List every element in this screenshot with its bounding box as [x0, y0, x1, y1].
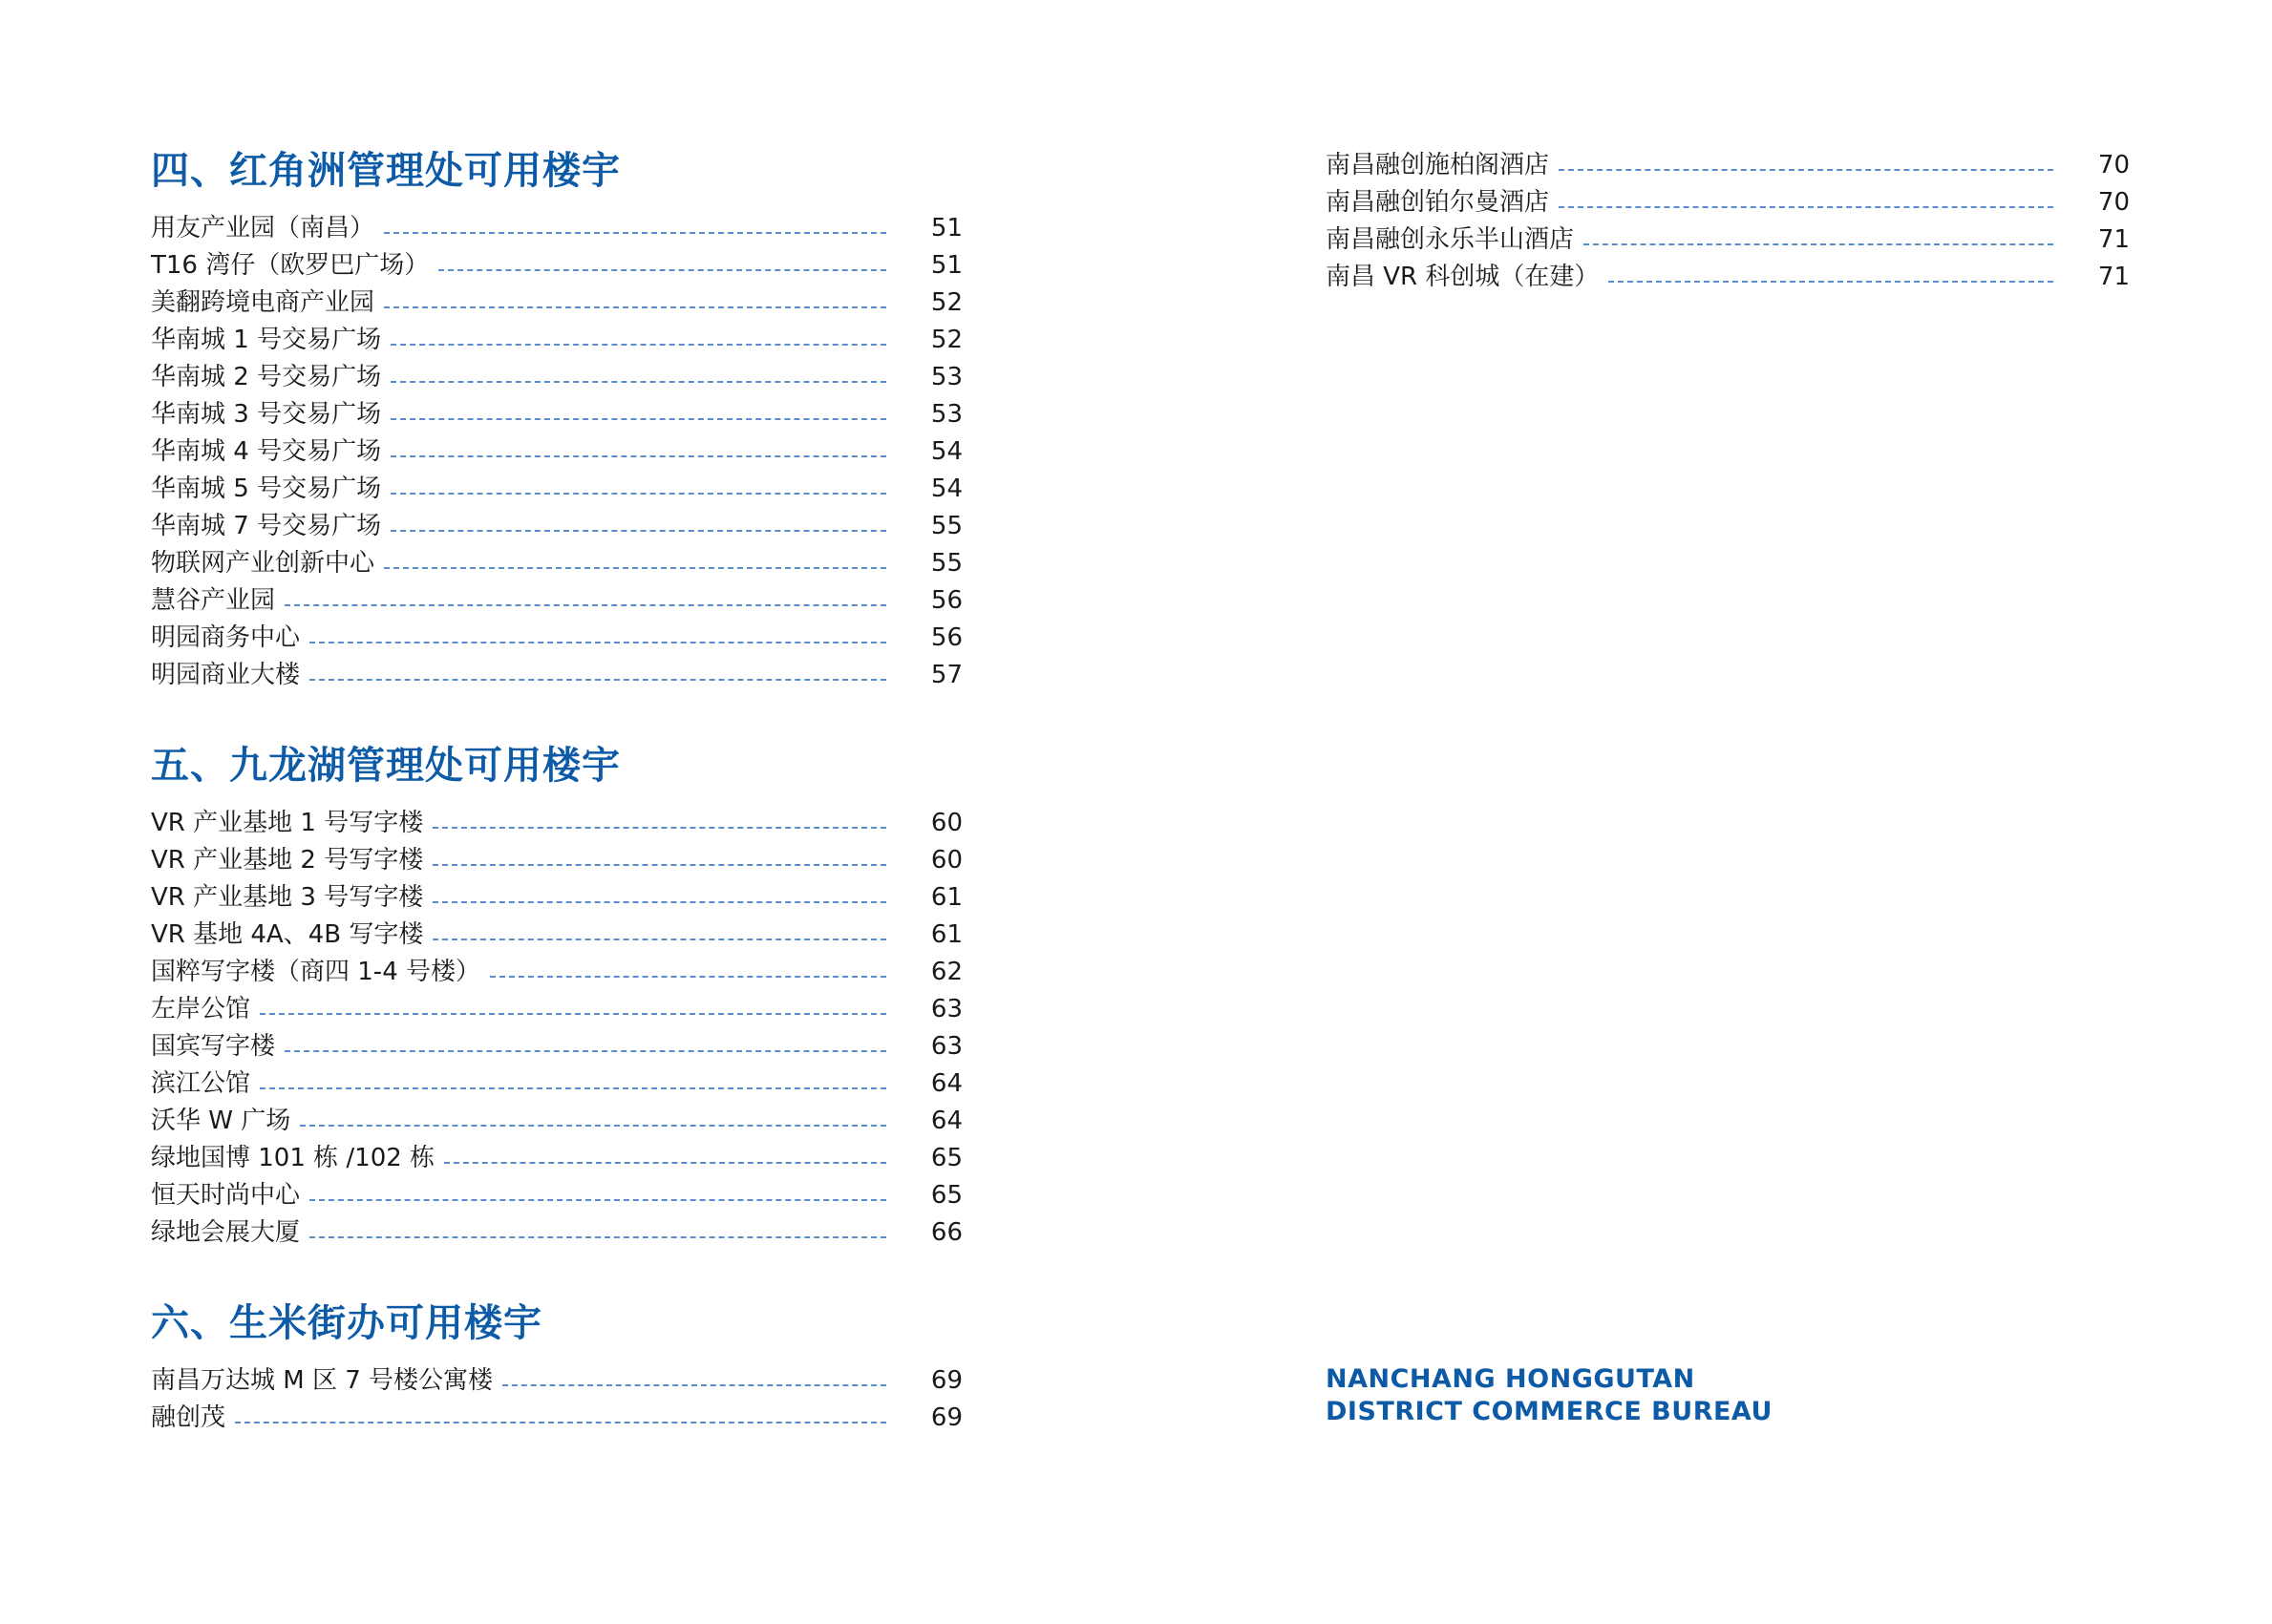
toc-entry-name: VR 产业基地 1 号写字楼	[151, 809, 424, 837]
dotted-leader	[384, 567, 886, 569]
toc-entry-name: 明园商业大楼	[151, 661, 301, 689]
toc-entry[interactable]	[151, 359, 963, 396]
bureau-name-line1: NANCHANG HONGGUTAN	[1326, 1364, 1695, 1394]
toc-entry-name: 南昌融创施柏阁酒店	[1326, 151, 1550, 179]
toc-entry[interactable]	[151, 582, 963, 620]
toc-page-number: 65	[930, 1144, 963, 1172]
toc-entry-name: 融创茂	[151, 1403, 226, 1432]
toc-page-number: 52	[930, 288, 963, 317]
toc-page-number: 52	[930, 326, 963, 354]
dotted-leader	[384, 232, 886, 234]
toc-entry-name: 滨江公馆	[151, 1069, 251, 1098]
toc-entry[interactable]	[151, 1140, 963, 1177]
toc-page-number: 70	[2097, 151, 2130, 179]
toc-entry-name: 华南城 1 号交易广场	[151, 326, 382, 354]
toc-entry[interactable]	[151, 1400, 963, 1437]
dotted-leader	[384, 306, 886, 308]
toc-page-number: 69	[930, 1403, 963, 1432]
toc-page-number: 61	[930, 883, 963, 912]
toc-page-number: 51	[930, 214, 963, 243]
toc-list	[1326, 147, 2130, 296]
toc-section-jiulonghu	[151, 738, 963, 1252]
toc-right-column	[1326, 145, 2130, 296]
toc-left-column	[151, 143, 963, 1481]
toc-page-number: 70	[2097, 188, 2130, 217]
toc-entry-name: 华南城 3 号交易广场	[151, 400, 382, 429]
toc-entry-name: 美翻跨境电商产业园	[151, 288, 375, 317]
toc-entry-name: VR 产业基地 2 号写字楼	[151, 846, 424, 875]
toc-entry[interactable]	[151, 1362, 963, 1400]
toc-section-shengmi	[151, 1296, 963, 1437]
toc-entry[interactable]	[151, 545, 963, 582]
toc-page-number: 61	[930, 920, 963, 949]
dotted-leader	[391, 344, 886, 346]
toc-entry[interactable]	[151, 210, 963, 247]
dotted-leader	[391, 530, 886, 532]
toc-page-number: 53	[930, 363, 963, 391]
toc-entry[interactable]	[151, 285, 963, 322]
dotted-leader	[1559, 169, 2053, 171]
toc-page-number: 69	[930, 1366, 963, 1395]
toc-entry[interactable]	[151, 322, 963, 359]
toc-page-number: 64	[930, 1069, 963, 1098]
toc-entry-name: VR 基地 4A、4B 写字楼	[151, 920, 424, 949]
toc-page-number: 55	[930, 549, 963, 578]
toc-entry[interactable]	[151, 1028, 963, 1065]
dotted-leader	[490, 976, 886, 978]
toc-entry-name: 华南城 7 号交易广场	[151, 512, 382, 540]
toc-entry[interactable]	[151, 1214, 963, 1252]
toc-entry-name: 南昌万达城 M 区 7 号楼公寓楼	[151, 1366, 494, 1395]
dotted-leader	[309, 1236, 886, 1238]
toc-page-number: 56	[930, 623, 963, 652]
dotted-leader	[444, 1162, 886, 1164]
dotted-leader	[260, 1087, 886, 1089]
dotted-leader	[433, 939, 886, 940]
toc-entry[interactable]	[1326, 184, 2130, 221]
section-title: 六、生米街办可用楼宇	[151, 1301, 542, 1345]
dotted-leader	[391, 455, 886, 457]
toc-entry[interactable]	[1326, 147, 2130, 184]
toc-entry-name: T16 湾仔（欧罗巴广场）	[151, 251, 430, 280]
dotted-leader	[260, 1013, 886, 1015]
dotted-leader	[285, 604, 886, 606]
dotted-leader	[391, 493, 886, 495]
toc-entry-name: 国宾写字楼	[151, 1032, 276, 1061]
toc-entry[interactable]	[151, 879, 963, 917]
toc-section-hongjiaozhou	[151, 143, 963, 694]
toc-entry[interactable]	[151, 657, 963, 694]
toc-entry[interactable]	[151, 471, 963, 508]
toc-page-number: 51	[930, 251, 963, 280]
toc-entry[interactable]	[151, 991, 963, 1028]
toc-page-number: 62	[930, 958, 963, 986]
toc-entry-name: 华南城 2 号交易广场	[151, 363, 382, 391]
toc-entry-name: 物联网产业创新中心	[151, 549, 375, 578]
toc-page-number: 54	[930, 475, 963, 503]
toc-entry[interactable]	[1326, 221, 2130, 259]
toc-entry[interactable]	[151, 620, 963, 657]
toc-entry[interactable]	[151, 1177, 963, 1214]
toc-entry-name: 南昌融创铂尔曼酒店	[1326, 188, 1550, 217]
toc-entry[interactable]	[1326, 259, 2130, 296]
section-title: 五、九龙湖管理处可用楼宇	[151, 744, 621, 788]
bureau-name	[1326, 1363, 1773, 1428]
toc-entry[interactable]	[151, 954, 963, 991]
toc-entry-name: 左岸公馆	[151, 995, 251, 1023]
toc-page-number: 57	[930, 661, 963, 689]
toc-page-number: 54	[930, 437, 963, 466]
toc-entry-name: 恒天时尚中心	[151, 1181, 301, 1210]
toc-list	[151, 805, 963, 1252]
toc-entry[interactable]	[151, 805, 963, 842]
toc-entry-name: 绿地国博 101 栋 /102 栋	[151, 1144, 435, 1172]
toc-entry-name: 国粹写字楼（商四 1-4 号楼）	[151, 958, 480, 986]
toc-entry-name: 明园商务中心	[151, 623, 301, 652]
toc-entry-name: 沃华 W 广场	[151, 1107, 291, 1135]
toc-page-number: 71	[2097, 263, 2130, 291]
toc-entry-name: 南昌融创永乐半山酒店	[1326, 225, 1575, 254]
toc-page-number: 65	[930, 1181, 963, 1210]
toc-entry-name: 华南城 4 号交易广场	[151, 437, 382, 466]
toc-page-number: 66	[930, 1218, 963, 1247]
toc-page-number: 56	[930, 586, 963, 615]
toc-page-number: 53	[930, 400, 963, 429]
dotted-leader	[1608, 281, 2053, 283]
toc-entry[interactable]	[151, 917, 963, 954]
toc-list	[151, 210, 963, 694]
section-title: 四、红角洲管理处可用楼宇	[151, 149, 621, 193]
toc-entry[interactable]	[151, 1103, 963, 1140]
toc-list	[151, 1362, 963, 1437]
dotted-leader	[438, 269, 886, 271]
toc-entry[interactable]	[151, 508, 963, 545]
toc-entry[interactable]	[151, 1065, 963, 1103]
bureau-name-line2: DISTRICT COMMERCE BUREAU	[1326, 1397, 1773, 1426]
dotted-leader	[1583, 243, 2053, 245]
dotted-leader	[1559, 206, 2053, 208]
toc-page-number: 55	[930, 512, 963, 540]
dotted-leader	[285, 1050, 886, 1052]
dotted-leader	[433, 827, 886, 829]
toc-entry[interactable]	[151, 247, 963, 285]
dotted-leader	[433, 864, 886, 866]
dotted-leader	[309, 642, 886, 643]
toc-page-number: 63	[930, 1032, 963, 1061]
toc-entry-name: 绿地会展大厦	[151, 1218, 301, 1247]
dotted-leader	[300, 1125, 886, 1127]
dotted-leader	[309, 679, 886, 681]
toc-entry-name: VR 产业基地 3 号写字楼	[151, 883, 424, 912]
toc-page-number: 64	[930, 1107, 963, 1135]
toc-page-number: 71	[2097, 225, 2130, 254]
toc-page-number: 60	[930, 846, 963, 875]
toc-entry-name: 南昌 VR 科创城（在建）	[1326, 263, 1600, 291]
toc-page-number: 63	[930, 995, 963, 1023]
toc-entry-name: 用友产业园（南昌）	[151, 214, 375, 243]
dotted-leader	[502, 1384, 886, 1386]
toc-entry-name: 华南城 5 号交易广场	[151, 475, 382, 503]
toc-page-number: 60	[930, 809, 963, 837]
dotted-leader	[309, 1199, 886, 1201]
toc-entry[interactable]	[151, 433, 963, 471]
dotted-leader	[391, 418, 886, 420]
dotted-leader	[433, 901, 886, 903]
toc-entry-name: 慧谷产业园	[151, 586, 276, 615]
toc-entry[interactable]	[151, 396, 963, 433]
dotted-leader	[235, 1422, 886, 1424]
toc-entry[interactable]	[151, 842, 963, 879]
dotted-leader	[391, 381, 886, 383]
